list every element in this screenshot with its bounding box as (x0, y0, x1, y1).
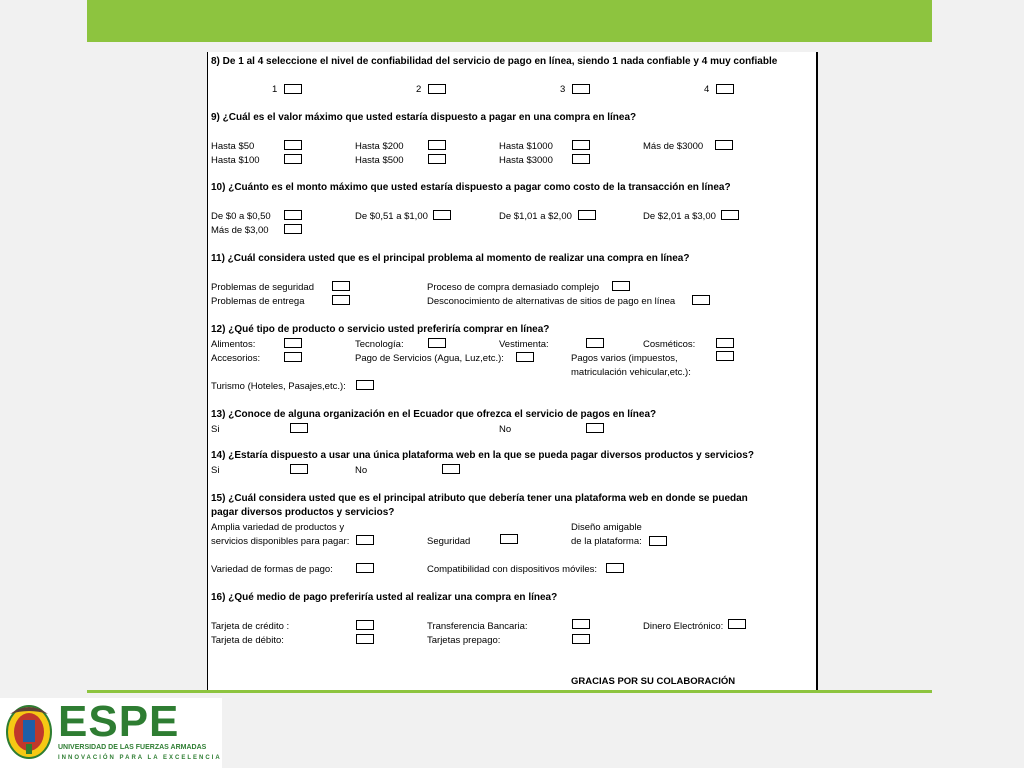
q8-option-4: 4 (704, 84, 710, 95)
q9-checkbox[interactable] (428, 154, 446, 164)
q11-option: Problemas de entrega (211, 296, 305, 307)
q13-checkbox[interactable] (586, 423, 604, 433)
q9-checkbox[interactable] (284, 140, 302, 150)
survey-sheet (207, 52, 818, 692)
question-16-title: 16) ¿Qué medio de pago preferiría usted al realizar una compra en línea? (211, 592, 558, 603)
q9-checkbox[interactable] (715, 140, 733, 150)
q8-checkbox-2[interactable] (428, 84, 446, 94)
q15-option: Diseño amigable (571, 522, 642, 533)
q12-option: Tecnología: (355, 339, 404, 350)
q10-checkbox[interactable] (284, 224, 302, 234)
q9-option: Hasta $200 (355, 141, 404, 152)
q10-checkbox[interactable] (721, 210, 739, 220)
q10-option: De $1,01 a $2,00 (499, 211, 572, 222)
question-9-title: 9) ¿Cuál es el valor máximo que usted estaría dispuesto a pagar en una compra en línea? (211, 112, 637, 123)
q8-checkbox-1[interactable] (284, 84, 302, 94)
question-15-title-line1: 15) ¿Cuál considera usted que es el principal atributo que debería tener una plataforma web en donde se puedan (211, 493, 748, 504)
question-15-title-line2: pagar diversos productos y servicios? (211, 507, 395, 518)
q12-option: Alimentos: (211, 339, 256, 350)
question-13-title: 13) ¿Conoce de alguna organización en el Ecuador que ofrezca el servicio de pagos en línea? (211, 409, 657, 420)
q15-option-continued: de la plataforma: (571, 536, 642, 547)
q11-checkbox[interactable] (332, 295, 350, 305)
q16-checkbox[interactable] (356, 634, 374, 644)
q15-option-continued: servicios disponibles para pagar: (211, 536, 350, 547)
question-10-title: 10) ¿Cuánto es el monto máximo que usted estaría dispuesto a pagar como costo de la transacción en línea? (211, 182, 731, 193)
q9-option: Más de $3000 (643, 141, 704, 152)
q15-option: Variedad de formas de pago: (211, 564, 333, 575)
q14-option: No (355, 465, 368, 476)
q10-option: Más de $3,00 (211, 225, 269, 236)
q9-option: Hasta $3000 (499, 155, 553, 166)
q11-checkbox[interactable] (612, 281, 630, 291)
question-8-title: 8) De 1 al 4 seleccione el nivel de confiabilidad del servicio de pago en línea, siendo 1 nada confiable y 4 muy confiable (211, 56, 778, 67)
q10-checkbox[interactable] (433, 210, 451, 220)
top-accent-bar (87, 0, 932, 42)
q12-option: Vestimenta: (499, 339, 549, 350)
question-12-title: 12) ¿Qué tipo de producto o servicio usted preferiría comprar en línea? (211, 324, 550, 335)
q14-option: Si (211, 465, 220, 476)
q16-checkbox[interactable] (572, 619, 590, 629)
q9-option: Hasta $500 (355, 155, 404, 166)
q11-checkbox[interactable] (692, 295, 710, 305)
q15-checkbox[interactable] (649, 536, 667, 546)
q15-checkbox[interactable] (606, 563, 624, 573)
seal-icon (2, 702, 56, 764)
q12-option: Accesorios: (211, 353, 261, 364)
q13-option: No (499, 424, 512, 435)
q12-checkbox[interactable] (716, 338, 734, 348)
q12-option-continued: matriculación vehicular,etc.): (571, 367, 691, 378)
q16-option: Tarjetas prepago: (427, 635, 501, 646)
q9-option: Hasta $50 (211, 141, 255, 152)
q11-checkbox[interactable] (332, 281, 350, 291)
q14-checkbox[interactable] (290, 464, 308, 474)
q11-option: Problemas de seguridad (211, 282, 314, 293)
q11-option: Desconocimiento de alternativas de sitios de pago en línea (427, 296, 676, 307)
question-14-title: 14) ¿Estaría dispuesto a usar una única plataforma web en la que se pueda pagar diversos productos y servicios? (211, 450, 754, 461)
q16-checkbox[interactable] (572, 634, 590, 644)
q12-option: Pago de Servicios (Agua, Luz,etc.): (355, 353, 504, 364)
q8-checkbox-3[interactable] (572, 84, 590, 94)
q11-option: Proceso de compra demasiado complejo (427, 282, 600, 293)
q10-checkbox[interactable] (578, 210, 596, 220)
q16-checkbox[interactable] (728, 619, 746, 629)
q9-checkbox[interactable] (572, 140, 590, 150)
q13-option: Si (211, 424, 220, 435)
q16-option: Transferencia Bancaria: (427, 621, 528, 632)
q14-checkbox[interactable] (442, 464, 460, 474)
closing-message: GRACIAS POR SU COLABORACIÓN (571, 676, 736, 687)
q9-option: Hasta $100 (211, 155, 260, 166)
q10-checkbox[interactable] (284, 210, 302, 220)
q12-checkbox[interactable] (356, 380, 374, 390)
q12-checkbox[interactable] (428, 338, 446, 348)
q12-option: Turismo (Hoteles, Pasajes,etc.): (211, 381, 346, 392)
q12-option: Cosméticos: (643, 339, 696, 350)
question-11-title: 11) ¿Cuál considera usted que es el principal problema al momento de realizar una compra en línea? (211, 253, 690, 264)
q16-option: Tarjeta de débito: (211, 635, 284, 646)
q15-option: Amplia variedad de productos y (211, 522, 345, 533)
logo-wordmark: ESPE (58, 697, 180, 746)
q9-checkbox[interactable] (284, 154, 302, 164)
logo-motto: INNOVACIÓN PARA LA EXCELENCIA (58, 755, 222, 761)
q12-checkbox[interactable] (586, 338, 604, 348)
logo-subtitle: UNIVERSIDAD DE LAS FUERZAS ARMADAS (58, 744, 207, 751)
q16-option: Dinero Electrónico: (643, 621, 724, 632)
q16-option: Tarjeta de crédito : (211, 621, 290, 632)
q8-option-1: 1 (272, 84, 278, 95)
q15-checkbox[interactable] (356, 563, 374, 573)
q12-option: Pagos varios (impuestos, (571, 353, 678, 364)
q10-option: De $0,51 a $1,00 (355, 211, 428, 222)
q12-checkbox[interactable] (284, 338, 302, 348)
bottom-accent-line (87, 690, 932, 693)
q15-option: Seguridad (427, 536, 471, 547)
q16-checkbox[interactable] (356, 620, 374, 630)
q15-checkbox[interactable] (500, 534, 518, 544)
q8-option-2: 2 (416, 84, 422, 95)
q9-option: Hasta $1000 (499, 141, 553, 152)
q12-checkbox[interactable] (284, 352, 302, 362)
q10-option: De $2,01 a $3,00 (643, 211, 716, 222)
q12-checkbox[interactable] (516, 352, 534, 362)
q15-option: Compatibilidad con dispositivos móviles: (427, 564, 598, 575)
q8-checkbox-4[interactable] (716, 84, 734, 94)
q13-checkbox[interactable] (290, 423, 308, 433)
q10-option: De $0 a $0,50 (211, 211, 271, 222)
q8-option-3: 3 (560, 84, 566, 95)
q12-checkbox[interactable] (716, 351, 734, 361)
q9-checkbox[interactable] (428, 140, 446, 150)
q15-checkbox[interactable] (356, 535, 374, 545)
q9-checkbox[interactable] (572, 154, 590, 164)
